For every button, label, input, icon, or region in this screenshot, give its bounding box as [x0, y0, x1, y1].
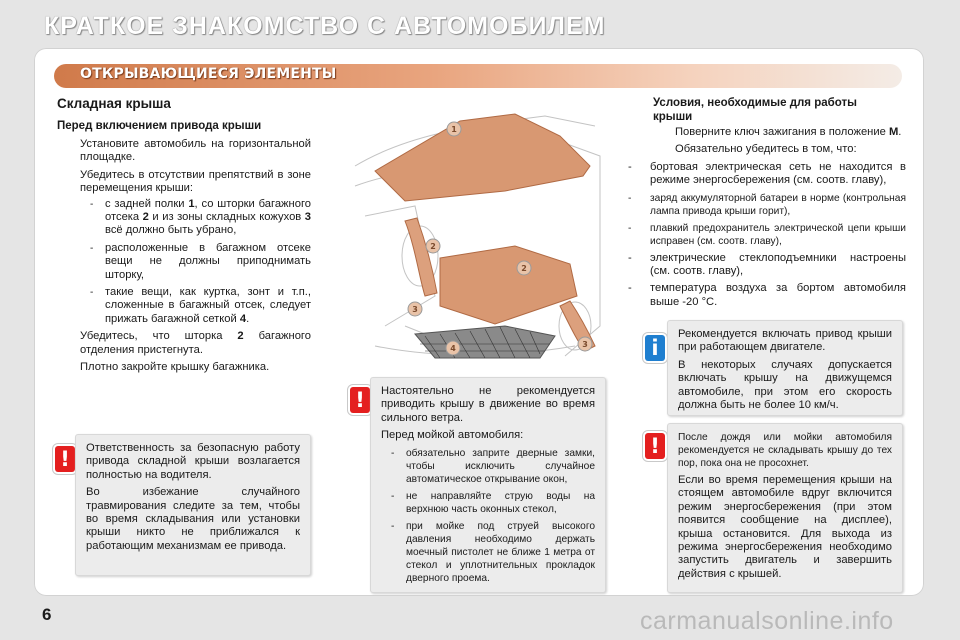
left-subheading: Перед включением привода крыши — [57, 120, 262, 132]
page-number: 6 — [42, 605, 52, 624]
section-title: ОТКРЫВАЮЩИЕСЯ ЭЛЕМЕНТЫ — [80, 66, 337, 82]
label-marker — [446, 341, 460, 355]
list-item: - расположенные в багажном отсеке вещи не должны приподнимать шторку, — [90, 241, 311, 281]
list-item: - при мойке под струей высокого давления необходимо держать моечный пистолет не ближе 1 метра от стекол и уплотнительных прокладок дверного проема. — [391, 520, 595, 584]
list-item: Установите автомобиль на горизонтальной площадке. — [80, 138, 311, 164]
svg-text:3: 3 — [412, 305, 418, 314]
page-title: КРАТКОЕ ЗНАКОМСТВО С АВТОМОБИЛЕМ — [44, 12, 606, 40]
watermark: carmanualsonline.info — [640, 607, 894, 635]
svg-text:1: 1 — [451, 125, 457, 134]
list-item: - бортовая электрическая сеть не находится в режиме энергосбережения (см. соотв. главу), — [628, 160, 906, 187]
label-marker — [578, 337, 592, 351]
warning-icon: ! — [350, 387, 370, 413]
right-heading: Условия, необходимые для работы крыши — [653, 97, 857, 123]
roof-trunk-illustration — [345, 96, 607, 366]
list-item: - с задней полки 1, со шторки багажного отсека 2 и из зоны складных кожухов 3 всё должно быть убрано, — [90, 197, 312, 237]
left-instructions — [55, 138, 311, 379]
list-item: - обязательно заприте дверные замки, чтобы исключить случайное автоматическое открывание окон, — [391, 447, 595, 485]
right-conditions — [628, 126, 906, 313]
left-heading: Складная крыша — [57, 96, 171, 111]
list-item: - не направляйте струю воды на верхнюю часть оконных стекол, — [391, 490, 595, 515]
middle-warning-note: Настоятельно не рекомендуется приводить крышу в движение во время сильного ветра. Перед мойкой автомобиля: - обязательно заприте дверные замки, чтобы исключить случайное автоматическое открывание окон, - не направляйте струю воды на верхнюю часть оконных стекол, - при мойке под струей высокого давления необходимо держать моечный пистолет не ближе 1 метра от стекол и уплотнительных прокладок дверного проема. — [370, 377, 606, 593]
list-item: - такие вещи, как куртка, зонт и т.п., сложенные в багажный отсек, следует прижать багажной сеткой 4. — [90, 286, 311, 325]
list-item: - заряд аккумуляторной батареи в норме (контрольная лампа привода крыши горит), — [628, 192, 906, 217]
list-item: Убедитесь в отсутствии препятствий в зоне перемещения крыши: - с задней полки 1, со шторки багажного отсека 2 и из зоны складных кожухов 3 всё должно быть убрано, - расположенные в багажном отсеке вещи не должны приподнимать шторку, - такие вещи, как куртка, зонт и т.п., сложенные в багажный отсек, следует прижать багажной сеткой 4. — [80, 168, 312, 325]
label-marker — [447, 122, 461, 136]
info-icon: i — [645, 335, 665, 361]
svg-text:2: 2 — [430, 242, 436, 251]
list-item: Убедитесь, что шторка 2 багажного отделения пристегнута. — [80, 330, 311, 356]
warning-icon: ! — [55, 446, 75, 472]
label-marker — [408, 302, 422, 316]
list-item: Плотно закройте крышку багажника. — [80, 361, 270, 374]
list-item: Обязательно убедитесь в том, что: — [675, 143, 857, 156]
list-item: - плавкий предохранитель электрической цепи крыши исправен (см. соотв. главу), — [628, 222, 906, 247]
svg-text:4: 4 — [450, 344, 456, 353]
list-item: Поверните ключ зажигания в положение М. — [675, 126, 902, 138]
label-marker — [426, 239, 440, 253]
right-warning-note: После дождя или мойки автомобиля рекомендуется не складывать крышу до тех пор, пока она не просохнет. Если во время перемещения крыши на стоящем автомобиле вдруг включится режим энергосбережения (при этом появится сообщение на дисплее), крыша остановится. Для выхода из режима энергосбережения необходимо запустить двигатель и завершить действия с крышей. — [667, 423, 903, 593]
svg-text:2: 2 — [521, 264, 527, 273]
left-warning-note: Ответственность за безопасную работу привода складной крыши возлагается полностью на водителя. Во избежание случайного травмирования следите за тем, чтобы во время складывания или установки крыши никто не приближался к работающим механизмам ее привода. — [75, 434, 311, 576]
svg-text:3: 3 — [582, 340, 588, 349]
list-item: - температура воздуха за бортом автомобиля выше -20 °С. — [628, 282, 906, 308]
label-marker — [517, 261, 531, 275]
warning-icon: ! — [645, 433, 665, 459]
right-info-note: Рекомендуется включать привод крыши при работающем двигателе. В некоторых случаях допускается включать крышу на движущемся автомобиле, при этом его скорость должна быть не более 10 км/ч. — [667, 320, 903, 416]
list-item: - электрические стеклоподъемники настроены (см. соотв. главу), — [628, 251, 906, 278]
